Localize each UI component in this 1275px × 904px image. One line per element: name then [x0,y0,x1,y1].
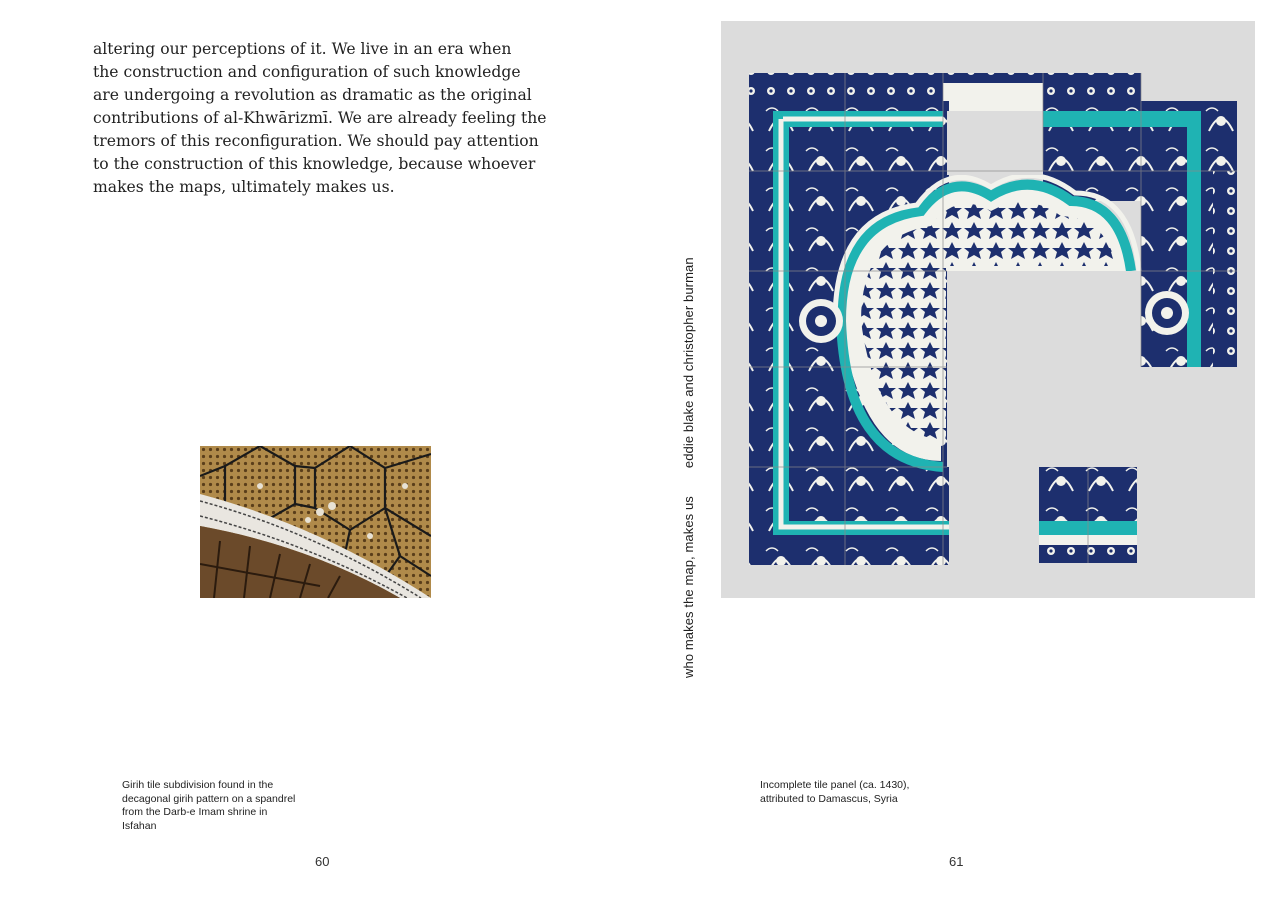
running-head-authors: eddie blake and christopher burman [681,257,696,469]
girih-pattern-illustration [200,446,431,598]
page-number-left: 60 [315,854,330,869]
girih-tile-photo [200,446,431,598]
caption-line: Isfahan [122,819,157,832]
body-line: the construction and configuration of such knowledge [93,63,521,81]
left-page [0,0,637,904]
caption-line: decagonal girih pattern on a spandrel [122,792,296,805]
caption-line: attributed to Damascus, Syria [760,792,898,805]
body-line: contributions of al-Khwārizmī. We are already feeling the [93,109,547,127]
body-line: makes the maps, ultimately makes us. [93,178,395,196]
body-line: tremors of this reconfiguration. We should pay attention [93,132,539,150]
body-text [93,38,563,199]
rosette-right [1145,291,1189,335]
caption-line: Incomplete tile panel (ca. 1430), [760,779,910,791]
tile-panel-photo [721,21,1255,598]
running-head-title: who makes the map, makes us [681,496,696,678]
tile-panel-illustration [721,21,1255,598]
caption-line: Girih tile subdivision found in the [122,779,274,791]
caption-line: from the Darb-e Imam shrine in [122,806,268,818]
rosette-left [799,299,843,343]
body-line: are undergoing a revolution as dramatic as the original [93,86,532,104]
body-line: altering our perceptions of it. We live in an era when [93,40,512,58]
right-caption [760,779,909,806]
running-head [681,257,696,678]
page-number-right: 61 [949,854,964,869]
body-line: to the construction of this knowledge, because whoever [93,155,536,173]
left-caption [122,779,295,833]
